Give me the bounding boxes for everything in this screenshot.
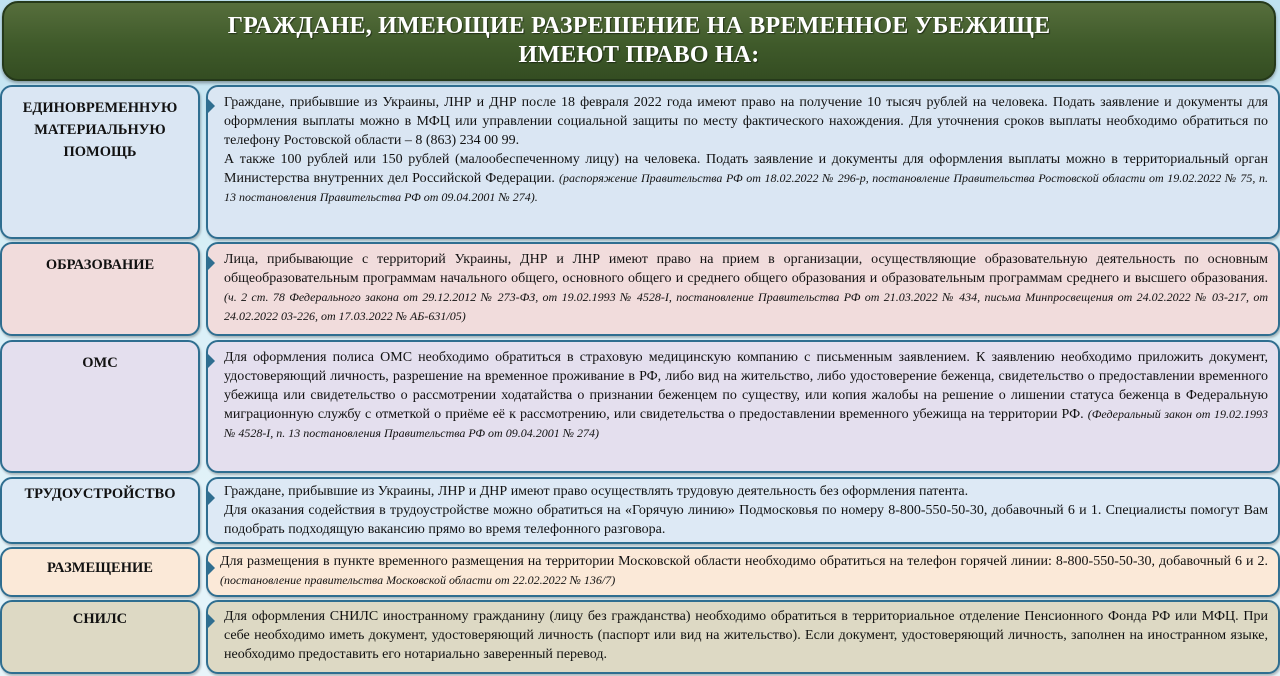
paragraph bbox=[224, 250, 1268, 326]
legal-reference: (Федеральный закон от 19.02.1993 № 4528-I, п. 13 постановления Правительства РФ от 09.04.2001 № 274) bbox=[224, 407, 1268, 440]
row-accommodation bbox=[0, 547, 1280, 597]
legal-reference: (ч. 2 ст. 78 Федерального закона от 29.12.2012 № 273-ФЗ, от 19.02.1993 № 4528-I, постановление Правительства РФ от 21.03.2022 № 434, письма Минпросвещения от 24.02.2022 № 03-217, от 24.02.2022 03-226, от 17.03.2022 № АБ-631/05) bbox=[224, 290, 1268, 323]
row-snils bbox=[0, 600, 1280, 674]
row-label: ЕДИНОВРЕМЕННУЮ МАТЕРИАЛЬНУЮ ПОМОЩЬ bbox=[0, 85, 200, 239]
row-content bbox=[206, 477, 1280, 544]
row-label: ОБРАЗОВАНИЕ bbox=[0, 242, 200, 336]
paragraph-text: Граждане, прибывшие из Украины, ЛНР и ДНР после 18 февраля 2022 года имеют право на получение 10 тысяч рублей на человека. Подать заявление и документы для оформления выплаты можно в МФЦ или управлении социальной защиты по месту фактического нахождения. Для уточнения сроков выплаты необходимо обратиться по телефону Ростовской области – 8 (863) 234 00 99. bbox=[224, 95, 1268, 148]
row-material-aid bbox=[0, 85, 1280, 239]
row-oms bbox=[0, 340, 1280, 473]
paragraph bbox=[224, 93, 1268, 150]
row-content bbox=[206, 547, 1280, 597]
paragraph-text: Граждане, прибывшие из Украины, ЛНР и ДНР имеют право осуществлять трудовую деятельность без оформления патента. bbox=[224, 484, 969, 499]
header-title-line2: ИМЕЮТ ПРАВО НА: bbox=[518, 42, 760, 68]
row-content bbox=[206, 242, 1280, 336]
row-label: ТРУДОУСТРОЙСТВО bbox=[0, 477, 200, 544]
paragraph bbox=[224, 607, 1268, 664]
paragraph bbox=[224, 348, 1268, 443]
paragraph bbox=[220, 552, 1268, 590]
row-content bbox=[206, 85, 1280, 239]
paragraph-text: Лица, прибывающие с территорий Украины, ДНР и ЛНР имеют право на прием в организации, осуществляющие образовательную деятельность по основным общеобразовательным программам начального общего, основного общего и среднего общего образования и образовательным программам среднего и высшего образования. bbox=[224, 252, 1268, 286]
legal-reference: (постановление правительства Московской области от 22.02.2022 № 136/7) bbox=[220, 573, 616, 587]
paragraph-text: А также 100 рублей или 150 рублей (малообеспеченному лицу) на человека. Подать заявление и документы для оформления выплаты можно в территориальный орган Министерства внутренних дел Российской Федерации. bbox=[224, 152, 1268, 186]
paragraph bbox=[224, 150, 1268, 207]
arrow-icon bbox=[206, 254, 215, 272]
row-content bbox=[206, 600, 1280, 674]
page-header bbox=[2, 1, 1276, 81]
paragraph-text: Для оформления полиса ОМС необходимо обратиться в страховую медицинскую компанию с письменным заявлением. К заявлению необходимо приложить документ, удостоверяющий личность, разрешение на временное проживание в РФ, либо вид на жительство, либо удостоверение беженца, свидетельство о предоставлении временного убежища или свидетельство о рассмотрении ходатайства о признании беженцем по существу, или копия жалобы на решение о лишении статуса беженца в Федеральную миграционную службу с отметкой о приёме её к рассмотрению, или свидетельства о предоставлении временного убежища на территории РФ. bbox=[224, 350, 1268, 422]
paragraph bbox=[224, 501, 1268, 539]
arrow-icon bbox=[206, 352, 215, 370]
row-label: СНИЛС bbox=[0, 600, 200, 674]
arrow-icon bbox=[206, 489, 215, 507]
paragraph-text: Для оказания содействия в трудоустройстве можно обратиться на «Горячую линию» Подмосковья по номеру 8-800-550-50-30, добавочный 6 и 1. Специалисты помогут Вам подобрать подходящую вакансию прямо во время телефонного разговора. bbox=[224, 503, 1268, 537]
row-label: ОМС bbox=[0, 340, 200, 473]
paragraph-text: Для оформления СНИЛС иностранному гражданину (лицу без гражданства) необходимо обратиться в территориальное отделение Пенсионного Фонда РФ или МФЦ. При себе необходимо иметь документ, удостоверяющий личность (паспорт или вид на жительство). Если документ, удостоверяющий личность, заполнен на иностранном языке, необходимо предоставить его нотариально заверенный перевод. bbox=[224, 609, 1268, 662]
paragraph-text: Для размещения в пункте временного размещения на территории Московской области необходимо обратиться на телефон горячей линии: 8-800-550-50-30, добавочный 6 и 2. bbox=[220, 554, 1268, 569]
paragraph bbox=[224, 482, 1268, 501]
row-education bbox=[0, 242, 1280, 336]
legal-reference: (распоряжение Правительства РФ от 18.02.2022 № 296-р, постановление Правительства Ростовской области от 19.02.2022 № 75, п. 13 постановления Правительства РФ от 09.04.2001 № 274). bbox=[224, 171, 1268, 204]
row-employment bbox=[0, 477, 1280, 544]
row-content bbox=[206, 340, 1280, 473]
arrow-icon bbox=[206, 97, 215, 115]
arrow-icon bbox=[206, 612, 215, 630]
header-title-line1: ГРАЖДАНЕ, ИМЕЮЩИЕ РАЗРЕШЕНИЕ НА ВРЕМЕННОЕ УБЕЖИЩЕ bbox=[227, 13, 1051, 39]
row-label: РАЗМЕЩЕНИЕ bbox=[0, 547, 200, 597]
arrow-icon bbox=[206, 559, 215, 577]
